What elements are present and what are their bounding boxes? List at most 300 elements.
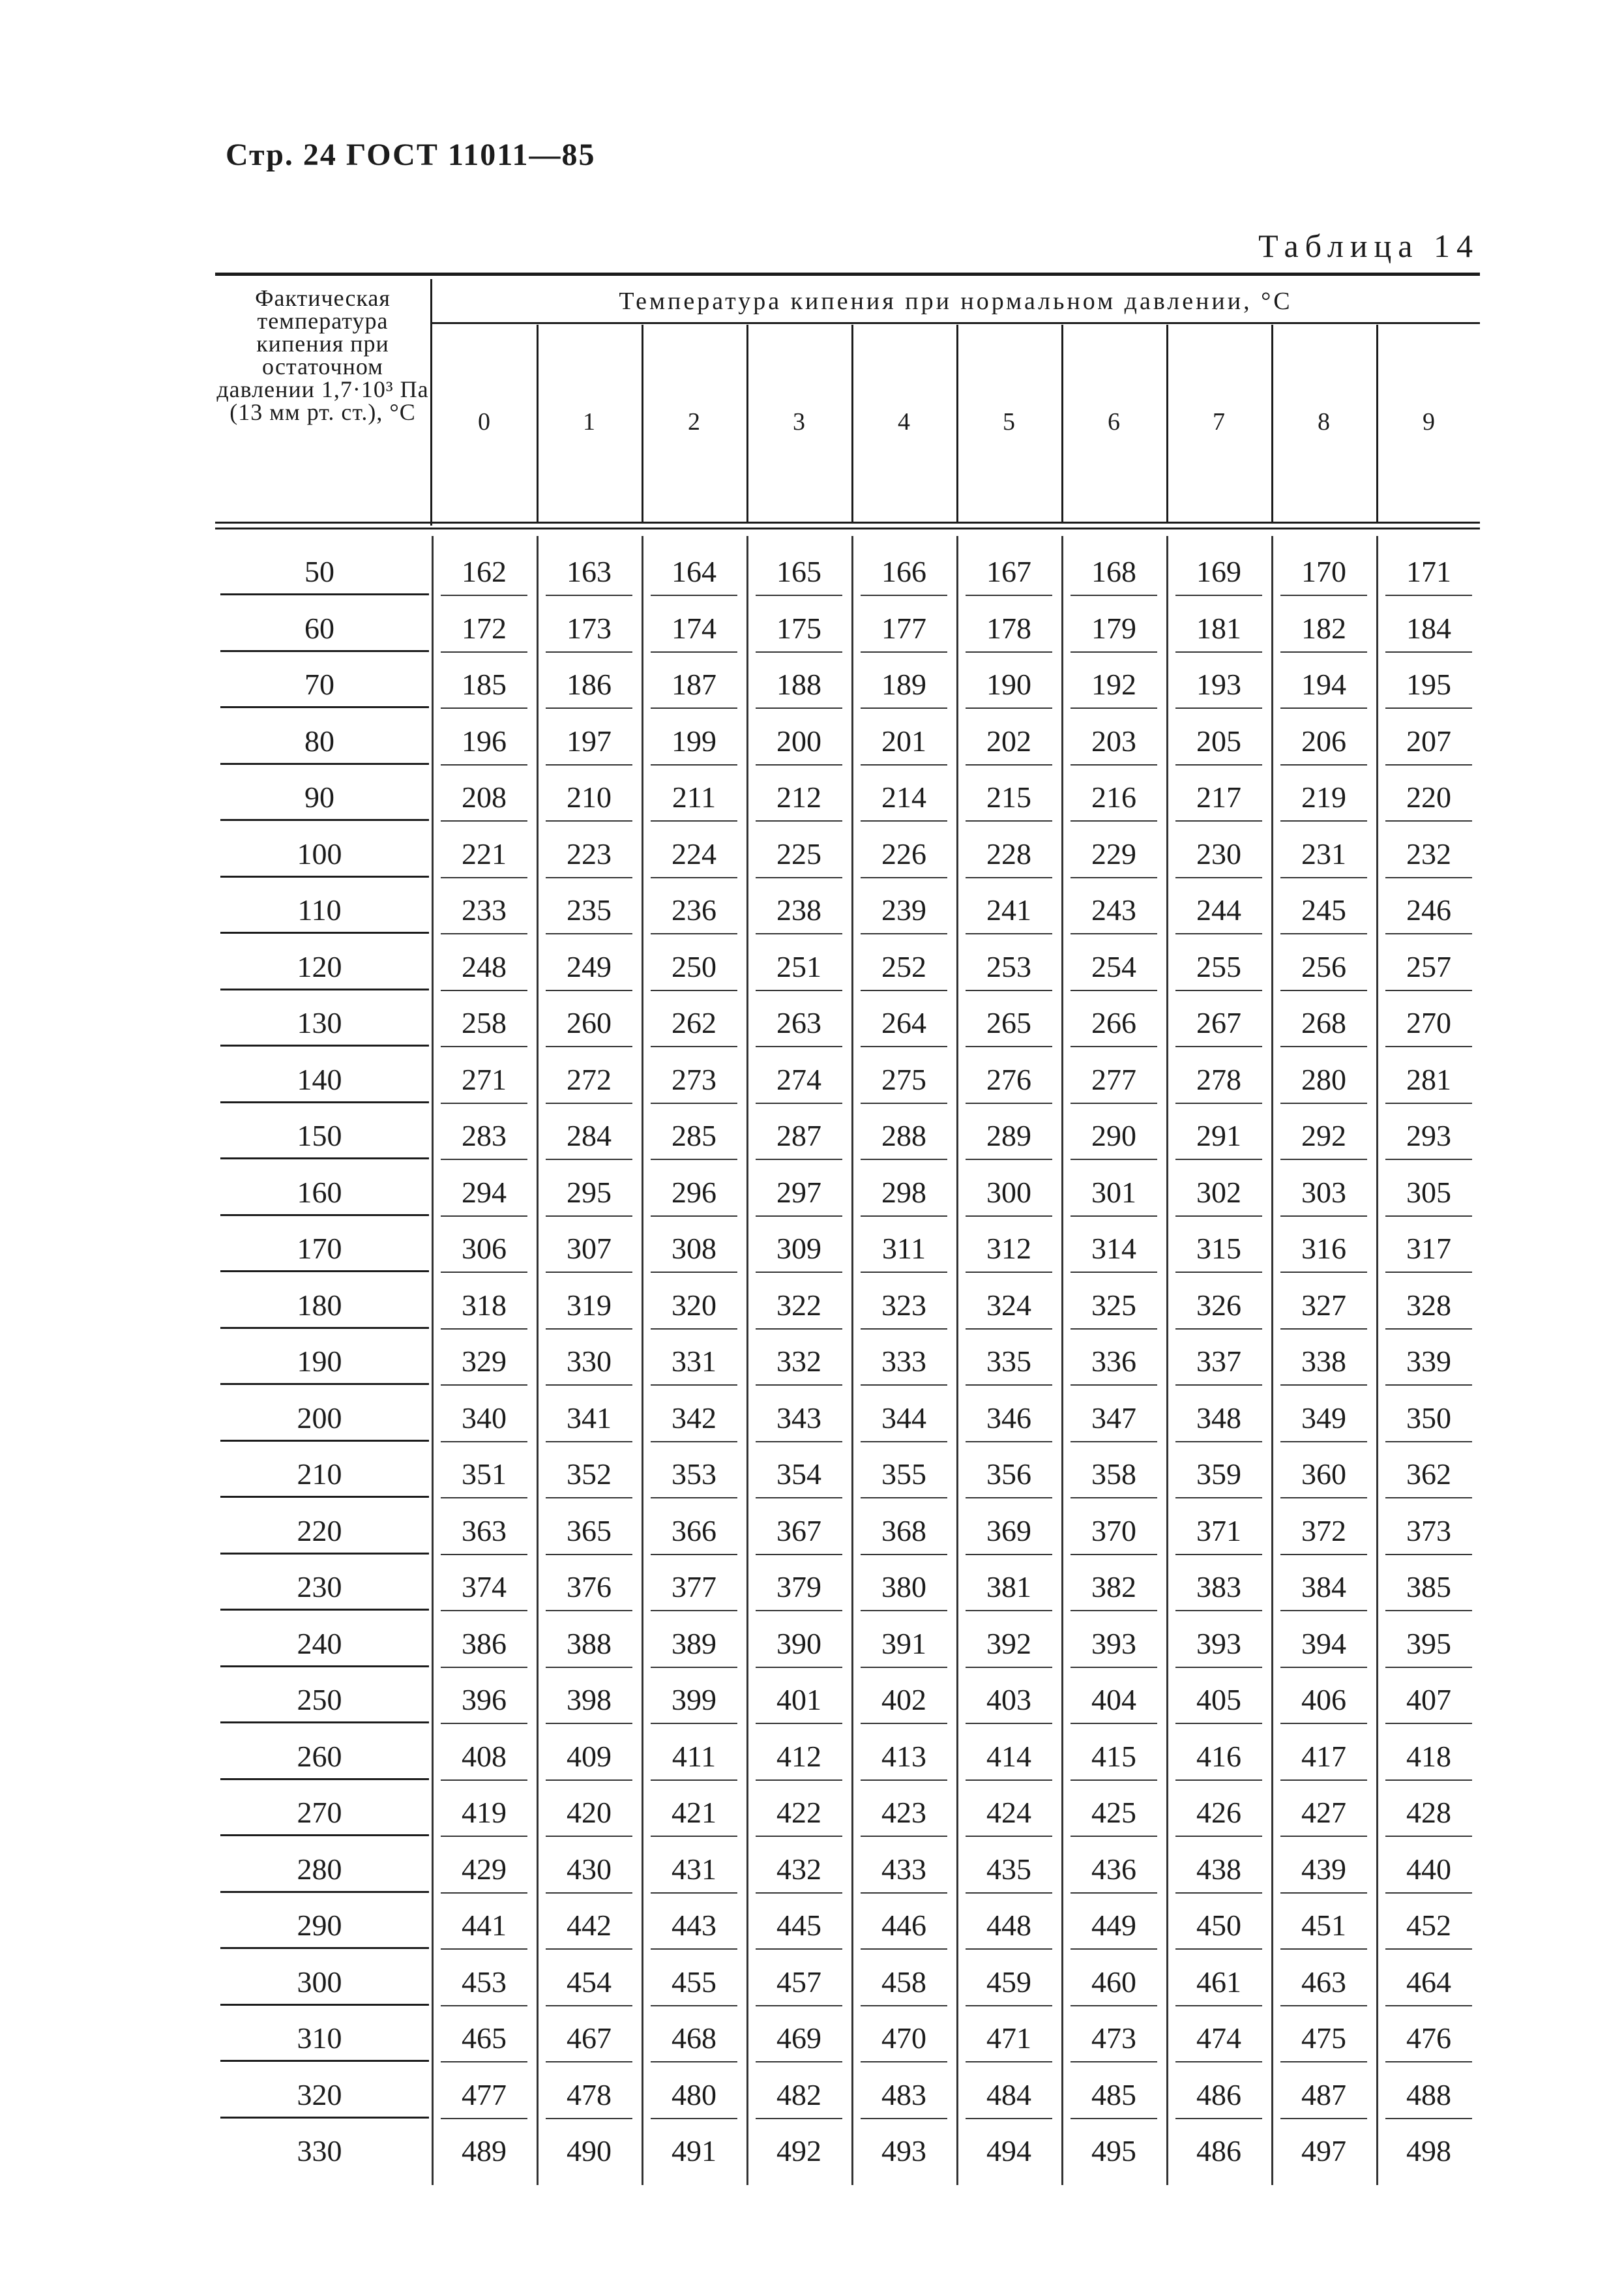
cell-rule bbox=[1175, 1610, 1262, 1611]
cell-rule bbox=[546, 1215, 632, 1217]
row-rule bbox=[220, 989, 429, 990]
table-cell: 445 bbox=[776, 1909, 821, 1942]
cell-rule bbox=[1070, 1272, 1157, 1273]
table-cell: 329 bbox=[462, 1345, 507, 1378]
table-cell: 370 bbox=[1091, 1513, 1136, 1547]
table-cell: 267 bbox=[1196, 1006, 1241, 1039]
cell-rule bbox=[651, 1272, 737, 1273]
row-rule bbox=[220, 1214, 429, 1216]
table-cell: 439 bbox=[1301, 1852, 1346, 1886]
cell-rule bbox=[1280, 2118, 1367, 2119]
table-cell: 291 bbox=[1196, 1119, 1241, 1152]
table-cell: 194 bbox=[1301, 668, 1346, 701]
cell-rule bbox=[1175, 1272, 1262, 1273]
table-cell: 347 bbox=[1091, 1401, 1136, 1435]
table-cell: 486 bbox=[1196, 2077, 1241, 2111]
cell-rule bbox=[1280, 990, 1367, 991]
table-cell: 346 bbox=[986, 1401, 1031, 1435]
cell-rule bbox=[1175, 1215, 1262, 1217]
row-temperature-label: 160 bbox=[297, 1175, 342, 1209]
cell-rule bbox=[441, 1384, 527, 1386]
cell-rule bbox=[546, 1667, 632, 1668]
table-cell: 494 bbox=[986, 2134, 1031, 2167]
cell-rule bbox=[441, 1441, 527, 1442]
table-cell: 270 bbox=[1406, 1006, 1451, 1039]
row-rule bbox=[220, 1270, 429, 1272]
table-cell: 422 bbox=[776, 1796, 821, 1829]
table-cell: 399 bbox=[672, 1683, 716, 1716]
table-cell: 350 bbox=[1406, 1401, 1451, 1435]
cell-rule bbox=[441, 764, 527, 766]
table-cell: 245 bbox=[1301, 893, 1346, 927]
table-cell: 339 bbox=[1406, 1345, 1451, 1378]
table-cell: 365 bbox=[567, 1513, 612, 1547]
cell-rule bbox=[966, 1836, 1052, 1837]
cell-rule bbox=[1175, 764, 1262, 766]
cell-rule bbox=[1280, 1554, 1367, 1555]
cell-rule bbox=[966, 990, 1052, 991]
cell-rule bbox=[1070, 1723, 1157, 1724]
table-cell: 281 bbox=[1406, 1062, 1451, 1096]
table-cell: 277 bbox=[1091, 1062, 1136, 1096]
table-cell: 382 bbox=[1091, 1570, 1136, 1603]
cell-rule bbox=[1070, 707, 1157, 709]
table-cell: 336 bbox=[1091, 1345, 1136, 1378]
cell-rule bbox=[1385, 2118, 1472, 2119]
cell-rule bbox=[1175, 1046, 1262, 1047]
table-cell: 498 bbox=[1406, 2134, 1451, 2167]
table-cell: 351 bbox=[462, 1457, 507, 1491]
table-cell: 188 bbox=[776, 668, 821, 701]
table-cell: 205 bbox=[1196, 724, 1241, 758]
table-cell: 323 bbox=[881, 1288, 926, 1322]
table-cell: 362 bbox=[1406, 1457, 1451, 1491]
table-cell: 333 bbox=[881, 1345, 926, 1378]
table-cell: 202 bbox=[986, 724, 1031, 758]
cell-rule bbox=[546, 820, 632, 822]
cell-rule bbox=[756, 1103, 842, 1104]
table-cell: 257 bbox=[1406, 949, 1451, 983]
cell-rule bbox=[546, 2118, 632, 2119]
table-cell: 225 bbox=[776, 837, 821, 871]
cell-rule bbox=[1070, 1610, 1157, 1611]
cell-rule bbox=[651, 2061, 737, 2062]
row-temperature-label: 280 bbox=[297, 1852, 342, 1886]
row-temperature-label: 100 bbox=[297, 837, 342, 871]
table-cell: 393 bbox=[1196, 1626, 1241, 1660]
table-cell: 212 bbox=[776, 781, 821, 814]
row-temperature-label: 250 bbox=[297, 1683, 342, 1716]
cell-rule bbox=[651, 1779, 737, 1781]
table-cell: 280 bbox=[1301, 1062, 1346, 1096]
cell-rule bbox=[546, 1384, 632, 1386]
table-cell: 337 bbox=[1196, 1345, 1241, 1378]
table-cell: 353 bbox=[672, 1457, 716, 1491]
table-cell: 483 bbox=[881, 2077, 926, 2111]
table-cell: 250 bbox=[672, 949, 716, 983]
cell-rule bbox=[756, 1215, 842, 1217]
table-cell: 189 bbox=[881, 668, 926, 701]
cell-rule bbox=[441, 1159, 527, 1160]
cell-rule bbox=[1070, 1779, 1157, 1781]
table-cell: 376 bbox=[567, 1570, 612, 1603]
row-temperature-label: 230 bbox=[297, 1570, 342, 1603]
cell-rule bbox=[441, 2118, 527, 2119]
table-cell: 489 bbox=[462, 2134, 507, 2167]
table-cell: 482 bbox=[776, 2077, 821, 2111]
table-cell: 288 bbox=[881, 1119, 926, 1152]
cell-rule bbox=[441, 651, 527, 653]
cell-rule bbox=[441, 1272, 527, 1273]
row-temperature-label: 120 bbox=[297, 949, 342, 983]
row-rule bbox=[220, 1947, 429, 1949]
cell-rule bbox=[441, 707, 527, 709]
table-cell: 448 bbox=[986, 1909, 1031, 1942]
cell-rule bbox=[1175, 1779, 1262, 1781]
table-cell: 443 bbox=[672, 1909, 716, 1942]
row-rule bbox=[220, 1496, 429, 1498]
table-cell: 429 bbox=[462, 1852, 507, 1886]
cell-rule bbox=[1385, 933, 1472, 934]
table-cell: 319 bbox=[567, 1288, 612, 1322]
table-cell: 402 bbox=[881, 1683, 926, 1716]
table-cell: 260 bbox=[567, 1006, 612, 1039]
table-cell: 354 bbox=[776, 1457, 821, 1491]
cell-rule bbox=[546, 1892, 632, 1894]
cell-rule bbox=[756, 1441, 842, 1442]
cell-rule bbox=[546, 933, 632, 934]
table-cell: 392 bbox=[986, 1626, 1031, 1660]
table-cell: 484 bbox=[986, 2077, 1031, 2111]
row-temperature-label: 320 bbox=[297, 2077, 342, 2111]
cell-rule bbox=[1175, 1384, 1262, 1386]
cell-rule bbox=[966, 1610, 1052, 1611]
table-cell: 297 bbox=[776, 1175, 821, 1209]
table-cell: 412 bbox=[776, 1739, 821, 1773]
cell-rule bbox=[651, 595, 737, 596]
table-cell: 303 bbox=[1301, 1175, 1346, 1209]
row-temperature-label: 260 bbox=[297, 1739, 342, 1773]
cell-rule bbox=[1175, 990, 1262, 991]
cell-rule bbox=[441, 1948, 527, 1950]
table-cell: 455 bbox=[672, 1965, 716, 1999]
table-cell: 162 bbox=[462, 555, 507, 588]
cell-rule bbox=[966, 1892, 1052, 1894]
cell-rule bbox=[1280, 1272, 1367, 1273]
cell-rule bbox=[441, 1103, 527, 1104]
cell-rule bbox=[651, 1723, 737, 1724]
column-header-2: 2 bbox=[688, 408, 700, 436]
table-cell: 404 bbox=[1091, 1683, 1136, 1716]
table-cell: 451 bbox=[1301, 1909, 1346, 1942]
cell-rule bbox=[1070, 1836, 1157, 1837]
cell-rule bbox=[651, 1046, 737, 1047]
table-cell: 476 bbox=[1406, 2021, 1451, 2055]
table-cell: 273 bbox=[672, 1062, 716, 1096]
table-cell: 442 bbox=[567, 1909, 612, 1942]
row-rule bbox=[220, 819, 429, 821]
cell-rule bbox=[1385, 1384, 1472, 1386]
cell-rule bbox=[546, 1046, 632, 1047]
table-cell: 199 bbox=[672, 724, 716, 758]
cell-rule bbox=[651, 1892, 737, 1894]
cell-rule bbox=[966, 1948, 1052, 1950]
cell-rule bbox=[1175, 1836, 1262, 1837]
table-cell: 385 bbox=[1406, 1570, 1451, 1603]
table-cell: 419 bbox=[462, 1796, 507, 1829]
table-cell: 181 bbox=[1196, 611, 1241, 645]
table-cell: 355 bbox=[881, 1457, 926, 1491]
table-cell: 477 bbox=[462, 2077, 507, 2111]
cell-rule bbox=[1280, 1723, 1367, 1724]
row-temperature-label: 140 bbox=[297, 1062, 342, 1096]
cell-rule bbox=[1280, 1836, 1367, 1837]
table-cell: 197 bbox=[567, 724, 612, 758]
table-cell: 377 bbox=[672, 1570, 716, 1603]
cell-rule bbox=[756, 1779, 842, 1781]
cell-rule bbox=[861, 651, 947, 653]
table-cell: 207 bbox=[1406, 724, 1451, 758]
cell-rule bbox=[966, 2118, 1052, 2119]
table-cell: 408 bbox=[462, 1739, 507, 1773]
cell-rule bbox=[1280, 2005, 1367, 2006]
cell-rule bbox=[546, 990, 632, 991]
cell-rule bbox=[441, 1667, 527, 1668]
cell-rule bbox=[1385, 1667, 1472, 1668]
cell-rule bbox=[756, 1892, 842, 1894]
cell-rule bbox=[1175, 1948, 1262, 1950]
table-cell: 435 bbox=[986, 1852, 1031, 1886]
table-cell: 325 bbox=[1091, 1288, 1136, 1322]
table-cell: 390 bbox=[776, 1626, 821, 1660]
cell-rule bbox=[1070, 2005, 1157, 2006]
table-cell: 187 bbox=[672, 668, 716, 701]
cell-rule bbox=[441, 1836, 527, 1837]
table-cell: 296 bbox=[672, 1175, 716, 1209]
table-cell: 285 bbox=[672, 1119, 716, 1152]
cell-rule bbox=[756, 1836, 842, 1837]
table-cell: 230 bbox=[1196, 837, 1241, 871]
cell-rule bbox=[756, 1497, 842, 1498]
column-header-5: 5 bbox=[1003, 408, 1015, 436]
row-rule bbox=[220, 593, 429, 595]
cell-rule bbox=[1070, 1554, 1157, 1555]
cell-rule bbox=[966, 1384, 1052, 1386]
cell-rule bbox=[1385, 990, 1472, 991]
table-cell: 264 bbox=[881, 1006, 926, 1039]
table-cell: 344 bbox=[881, 1401, 926, 1435]
row-rule bbox=[220, 932, 429, 934]
cell-rule bbox=[756, 2118, 842, 2119]
cell-rule bbox=[1385, 1441, 1472, 1442]
cell-rule bbox=[1070, 990, 1157, 991]
cell-rule bbox=[1070, 2061, 1157, 2062]
cell-rule bbox=[1070, 2118, 1157, 2119]
table-cell: 239 bbox=[881, 893, 926, 927]
cell-rule bbox=[966, 1554, 1052, 1555]
table-cell: 322 bbox=[776, 1288, 821, 1322]
cell-rule bbox=[441, 820, 527, 822]
row-temperature-label: 220 bbox=[297, 1513, 342, 1547]
table-cell: 263 bbox=[776, 1006, 821, 1039]
table-cell: 244 bbox=[1196, 893, 1241, 927]
table-cell: 395 bbox=[1406, 1626, 1451, 1660]
cell-rule bbox=[651, 1384, 737, 1386]
cell-rule bbox=[1280, 1384, 1367, 1386]
column-header-0: 0 bbox=[478, 408, 490, 436]
table-cell: 394 bbox=[1301, 1626, 1346, 1660]
table-cell: 485 bbox=[1091, 2077, 1136, 2111]
cell-rule bbox=[441, 2005, 527, 2006]
cell-rule bbox=[966, 877, 1052, 878]
table-top-rule bbox=[215, 273, 1480, 276]
cell-rule bbox=[546, 1948, 632, 1950]
cell-rule bbox=[441, 1892, 527, 1894]
table-cell: 398 bbox=[567, 1683, 612, 1716]
row-rule bbox=[220, 763, 429, 765]
cell-rule bbox=[1385, 1103, 1472, 1104]
cell-rule bbox=[1070, 1159, 1157, 1160]
row-rule bbox=[220, 1101, 429, 1103]
table-cell: 232 bbox=[1406, 837, 1451, 871]
table-cell: 215 bbox=[986, 781, 1031, 814]
table-cell: 474 bbox=[1196, 2021, 1241, 2055]
cell-rule bbox=[651, 1497, 737, 1498]
table-cell: 326 bbox=[1196, 1288, 1241, 1322]
cell-rule bbox=[1385, 707, 1472, 709]
table-cell: 406 bbox=[1301, 1683, 1346, 1716]
cell-rule bbox=[966, 1441, 1052, 1442]
table-cell: 465 bbox=[462, 2021, 507, 2055]
table-cell: 493 bbox=[881, 2134, 926, 2167]
cell-rule bbox=[1385, 1272, 1472, 1273]
row-temperature-label: 290 bbox=[297, 1909, 342, 1942]
cell-rule bbox=[651, 990, 737, 991]
cell-rule bbox=[861, 1384, 947, 1386]
table-cell: 190 bbox=[986, 668, 1031, 701]
cell-rule bbox=[1070, 1441, 1157, 1442]
table-cell: 486 bbox=[1196, 2134, 1241, 2167]
cell-rule bbox=[1280, 1948, 1367, 1950]
cell-rule bbox=[966, 2005, 1052, 2006]
cell-rule bbox=[1175, 2061, 1262, 2062]
table-cell: 488 bbox=[1406, 2077, 1451, 2111]
table-cell: 266 bbox=[1091, 1006, 1136, 1039]
table-cell: 405 bbox=[1196, 1683, 1241, 1716]
cell-rule bbox=[756, 651, 842, 653]
cell-rule bbox=[546, 595, 632, 596]
table-cell: 216 bbox=[1091, 781, 1136, 814]
table-cell: 203 bbox=[1091, 724, 1136, 758]
table-cell: 438 bbox=[1196, 1852, 1241, 1886]
page-header: Стр. 24 ГОСТ 11011—85 bbox=[226, 138, 596, 172]
cell-rule bbox=[1385, 1328, 1472, 1330]
cell-rule bbox=[651, 877, 737, 878]
cell-rule bbox=[1070, 651, 1157, 653]
cell-rule bbox=[1070, 764, 1157, 766]
table-cell: 432 bbox=[776, 1852, 821, 1886]
cell-rule bbox=[1385, 1046, 1472, 1047]
table-cell: 254 bbox=[1091, 949, 1136, 983]
cell-rule bbox=[651, 1667, 737, 1668]
table-cell: 414 bbox=[986, 1739, 1031, 1773]
cell-rule bbox=[1070, 595, 1157, 596]
table-cell: 258 bbox=[462, 1006, 507, 1039]
cell-rule bbox=[441, 1723, 527, 1724]
row-temperature-label: 300 bbox=[297, 1965, 342, 1999]
cell-rule bbox=[1385, 764, 1472, 766]
cell-rule bbox=[756, 1948, 842, 1950]
table-cell: 330 bbox=[567, 1345, 612, 1378]
cell-rule bbox=[1385, 1723, 1472, 1724]
table-cell: 272 bbox=[567, 1062, 612, 1096]
table-cell: 206 bbox=[1301, 724, 1346, 758]
row-temperature-label: 70 bbox=[304, 668, 334, 701]
column-header-9: 9 bbox=[1423, 408, 1435, 436]
table-cell: 480 bbox=[672, 2077, 716, 2111]
cell-rule bbox=[1070, 1384, 1157, 1386]
table-cell: 418 bbox=[1406, 1739, 1451, 1773]
cell-rule bbox=[441, 1497, 527, 1498]
cell-rule bbox=[1175, 820, 1262, 822]
cell-rule bbox=[546, 1328, 632, 1330]
table-cell: 363 bbox=[462, 1513, 507, 1547]
table-cell: 401 bbox=[776, 1683, 821, 1716]
table-cell: 284 bbox=[567, 1119, 612, 1152]
cell-rule bbox=[651, 764, 737, 766]
table-cell: 421 bbox=[672, 1796, 716, 1829]
table-cell: 193 bbox=[1196, 668, 1241, 701]
header-bottom-rule bbox=[215, 522, 1480, 529]
cell-rule bbox=[861, 2061, 947, 2062]
cell-rule bbox=[441, 595, 527, 596]
table-cell: 171 bbox=[1406, 555, 1451, 588]
table-cell: 256 bbox=[1301, 949, 1346, 983]
cell-rule bbox=[966, 651, 1052, 653]
cell-rule bbox=[546, 1779, 632, 1781]
table-cell: 287 bbox=[776, 1119, 821, 1152]
cell-rule bbox=[1175, 1159, 1262, 1160]
row-temperature-label: 330 bbox=[297, 2134, 342, 2167]
table-cell: 236 bbox=[672, 893, 716, 927]
cell-rule bbox=[1175, 2118, 1262, 2119]
cell-rule bbox=[1385, 877, 1472, 878]
table-cell: 388 bbox=[567, 1626, 612, 1660]
cell-rule bbox=[1385, 2005, 1472, 2006]
table-cell: 452 bbox=[1406, 1909, 1451, 1942]
table-cell: 235 bbox=[567, 893, 612, 927]
cell-rule bbox=[1385, 2061, 1472, 2062]
cell-rule bbox=[1280, 595, 1367, 596]
cell-rule bbox=[651, 1948, 737, 1950]
table-cell: 495 bbox=[1091, 2134, 1136, 2167]
table-cell: 248 bbox=[462, 949, 507, 983]
row-rule bbox=[220, 706, 429, 708]
table-cell: 175 bbox=[776, 611, 821, 645]
table-cell: 253 bbox=[986, 949, 1031, 983]
table-cell: 453 bbox=[462, 1965, 507, 1999]
cell-rule bbox=[1175, 707, 1262, 709]
cell-rule bbox=[1070, 1328, 1157, 1330]
cell-rule bbox=[861, 1892, 947, 1894]
table-cell: 420 bbox=[567, 1796, 612, 1829]
cell-rule bbox=[756, 1554, 842, 1555]
table-cell: 449 bbox=[1091, 1909, 1136, 1942]
table-cell: 241 bbox=[986, 893, 1031, 927]
table-cell: 252 bbox=[881, 949, 926, 983]
cell-rule bbox=[1280, 1667, 1367, 1668]
table-cell: 208 bbox=[462, 781, 507, 814]
